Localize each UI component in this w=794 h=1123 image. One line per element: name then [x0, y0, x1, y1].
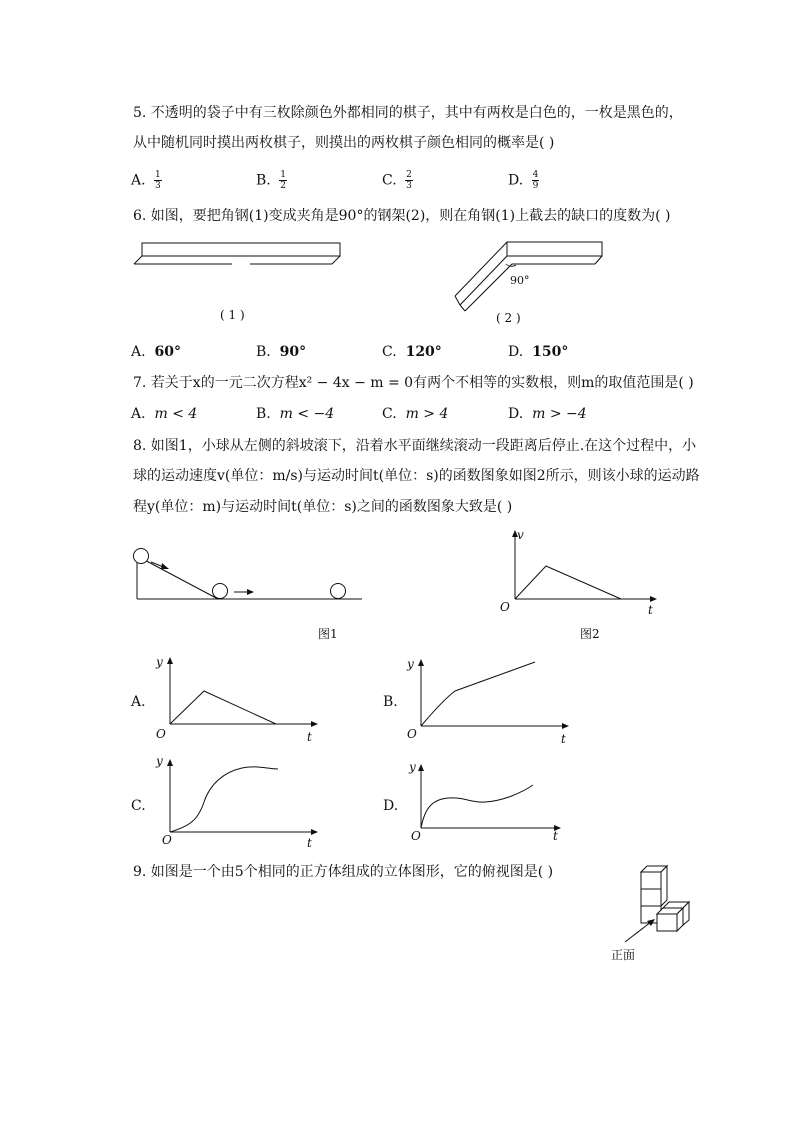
axis-label-v: v [517, 528, 524, 542]
slope-ball-figure [130, 542, 370, 607]
figure-2-label: ( 2 ) [496, 311, 521, 325]
q8-option-d-label[interactable]: D. [383, 798, 399, 814]
q8-option-c-label[interactable]: C. [131, 798, 146, 814]
svg-text:y: y [156, 655, 163, 669]
velocity-time-graph [495, 525, 670, 620]
q5-option-a[interactable]: A. $\frac{1}{3}$ [131, 170, 161, 191]
svg-text:y: y [407, 657, 414, 671]
q8-option-a-graph[interactable] [152, 653, 327, 745]
q8-stem-line1: 8. 如图1，小球从左侧的斜坡滚下，沿着水平面继续滚动一段距离后停止.在这个过程中，小 [133, 438, 697, 454]
svg-text:y: y [409, 760, 416, 774]
front-label: 正面 [611, 948, 636, 962]
q5-stem-line2: 从中随机同时摸出两枚棋子，则摸出的两枚棋子颜色相同的概率是( ) [133, 135, 555, 151]
origin-label: O [500, 600, 510, 614]
ball [134, 549, 149, 564]
q8-option-b-label[interactable]: B. [383, 694, 398, 710]
q9-stem-line1: 9. 如图是一个由5个相同的正方体组成的立体图形，它的俯视图是( ) [133, 864, 554, 880]
q5-stem-line1: 5. 不透明的袋子中有三枚除颜色外都相同的棋子，其中有两枚是白色的，一枚是黑色的， [133, 105, 683, 121]
figure-1-caption: 图1 [318, 627, 338, 641]
svg-text:y: y [156, 754, 163, 768]
q5-option-d[interactable]: D. $\frac{4}{9}$ [508, 170, 539, 191]
angle-label: 90° [510, 274, 530, 287]
q8-option-d-graph[interactable] [403, 757, 578, 849]
svg-text:O: O [156, 727, 166, 741]
svg-text:t: t [553, 829, 558, 843]
q7-option-c[interactable]: C. m > 4 [382, 406, 449, 422]
q8-option-b-graph[interactable] [403, 655, 578, 747]
q6-option-b[interactable]: B. 90° [256, 344, 307, 360]
q5-option-b[interactable]: B. $\frac{1}{2}$ [256, 170, 286, 191]
ball [331, 584, 346, 599]
q7-option-a[interactable]: A. m < 4 [131, 406, 198, 422]
q7-stem-line1: 7. 若关于x的一元二次方程x² − 4x − m = 0有两个不相等的实数根，则m的取值范围是( ) [133, 375, 694, 391]
fraction: $\frac{1}{2}$ [280, 170, 286, 191]
q8-stem-line2: 球的运动速度v(单位：m/s)与运动时间t(单位：s)的函数图象如图2所示，则该小球的运动路 [133, 468, 700, 484]
q5-option-c[interactable]: C. $\frac{2}{3}$ [382, 170, 412, 191]
svg-text:O: O [162, 833, 172, 847]
fraction: $\frac{1}{3}$ [155, 170, 161, 191]
q6-stem-line1: 6. 如图，要把角钢(1)变成夹角是90°的钢架(2)，则在角钢(1)上截去的缺口的度数为( ) [133, 208, 671, 224]
angle-steel-figure-1 [130, 238, 345, 273]
ball [213, 584, 228, 599]
figure-2-caption: 图2 [580, 627, 600, 641]
fraction: $\frac{4}{9}$ [532, 170, 539, 191]
svg-text:O: O [407, 727, 417, 741]
q8-option-a-label[interactable]: A. [131, 694, 146, 710]
q8-stem-line3: 程y(单位：m)与运动时间t(单位：s)之间的函数图象大致是( ) [133, 499, 513, 515]
graph-line [515, 566, 621, 599]
fraction: $\frac{2}{3}$ [406, 170, 412, 191]
svg-text:t: t [561, 732, 566, 746]
q7-option-d[interactable]: D. m > −4 [508, 406, 587, 422]
figure-1-label: ( 1 ) [220, 308, 245, 322]
q6-option-a[interactable]: A. 60° [131, 344, 181, 360]
q6-option-c[interactable]: C. 120° [382, 344, 442, 360]
svg-text:t: t [307, 836, 312, 850]
svg-text:t: t [307, 730, 312, 744]
q8-option-c-graph[interactable] [152, 752, 327, 850]
arrow-icon [161, 563, 169, 569]
axis-label-t: t [648, 603, 653, 617]
q7-option-b[interactable]: B. m < −4 [256, 406, 335, 422]
cube-stack-figure [605, 862, 695, 942]
angle-steel-figure-2 [450, 238, 610, 318]
arrow-icon [247, 589, 254, 595]
svg-text:O: O [411, 829, 421, 843]
q6-option-d[interactable]: D. 150° [508, 344, 569, 360]
